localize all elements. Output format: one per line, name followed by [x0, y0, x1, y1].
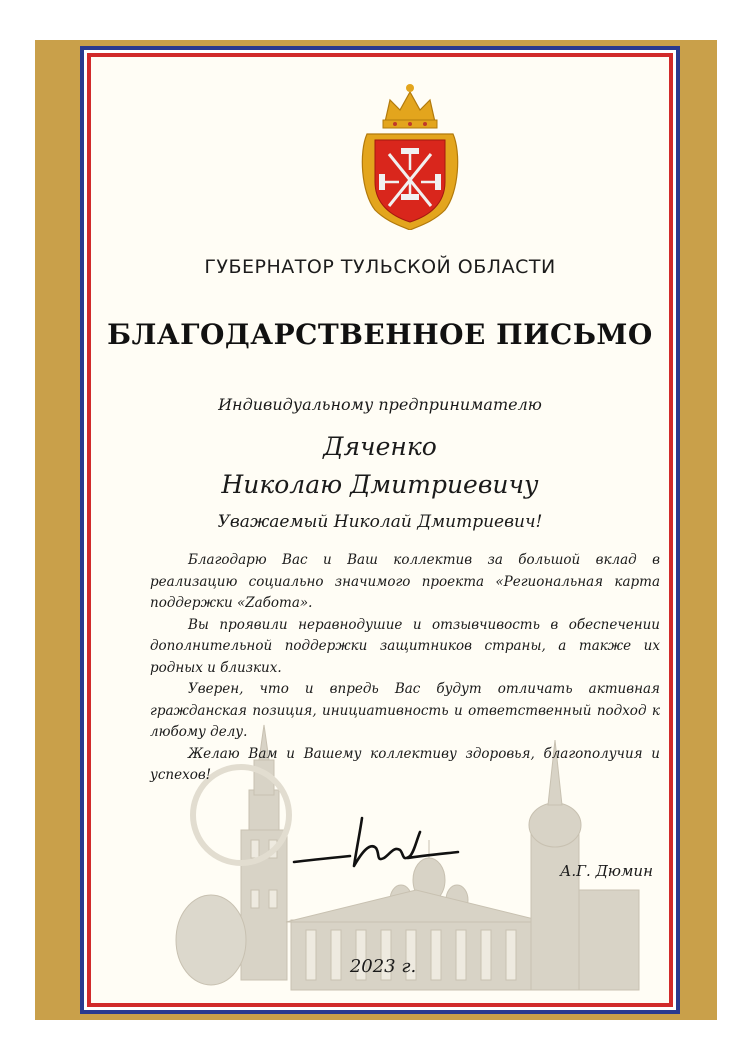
crown-icon — [383, 84, 437, 128]
recipient-role: Индивидуальному предпринимателю — [218, 395, 542, 414]
paragraph: Желаю Вам и Вашему коллективу здоровья, благополучия и успехов! — [150, 745, 660, 783]
year-text: 2023 г. — [349, 956, 417, 977]
handwritten-signature — [290, 812, 460, 874]
paragraph: Вы проявили неравнодушие и отзывчивость в обеспечении дополнительной поддержки защитников страны, а также их родных и близких. — [150, 616, 660, 676]
recipient-given-names: Николаю Дмитриевичу — [221, 470, 539, 499]
recipient-surname: Дяченко — [323, 432, 437, 461]
issuing-authority: ГУБЕРНАТОР ТУЛЬСКОЙ ОБЛАСТИ — [204, 256, 556, 278]
document-title: БЛАГОДАРСТВЕННОЕ ПИСЬМО — [107, 318, 653, 351]
signer-name: А.Г. Дюмин — [560, 862, 653, 880]
letter-body — [150, 550, 660, 787]
tula-coat-of-arms-icon — [355, 82, 465, 230]
document-year — [91, 956, 669, 977]
paragraph: Уверен, что и впредь Вас будут отличать активная гражданская позиция, инициативность и ответственный подход к любому делу. — [150, 681, 660, 740]
salutation: Уважаемый Николай Дмитриевич! — [217, 512, 543, 532]
paragraph: Благодарю Вас и Ваш коллектив за большой вклад в реализацию социально значимого проекта «Региональная карта поддержки «Zабота». — [150, 552, 660, 611]
